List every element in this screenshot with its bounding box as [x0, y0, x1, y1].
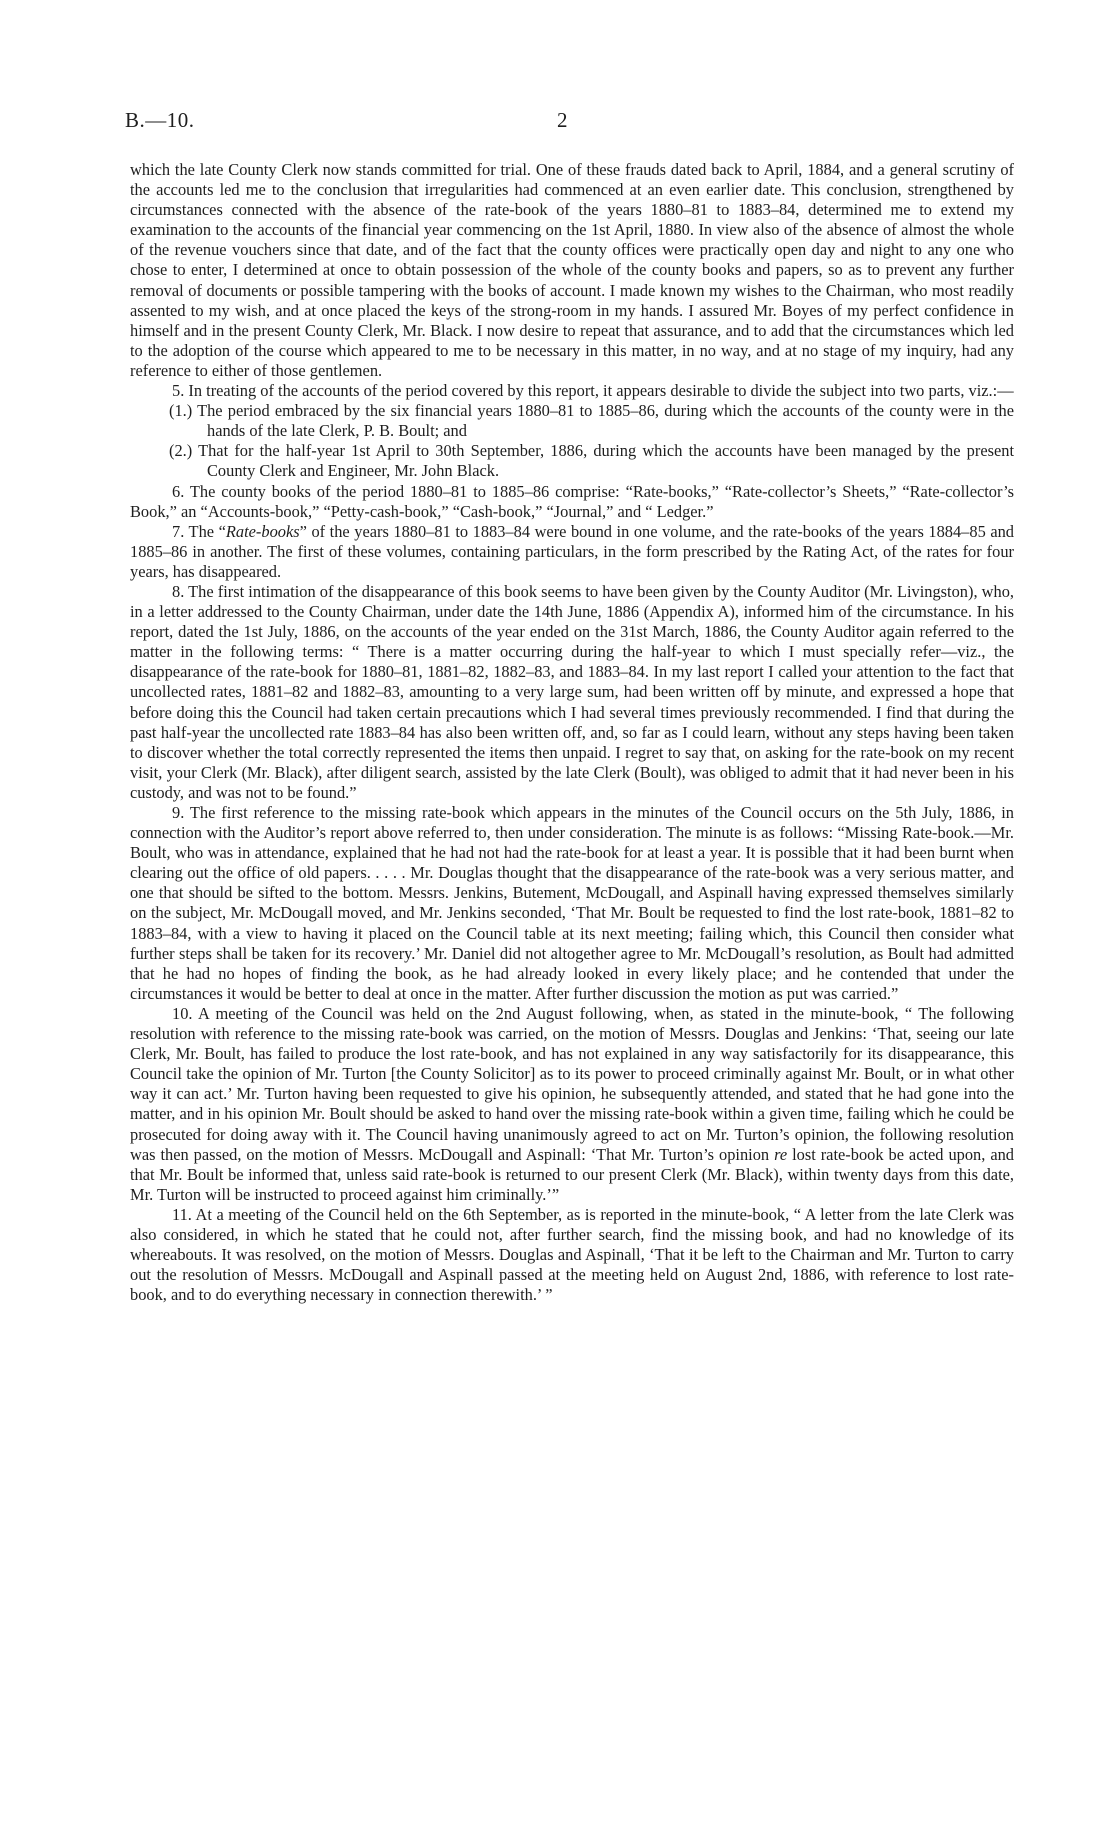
paragraph-10-italic: re	[774, 1144, 788, 1164]
document-reference: B.—10.	[125, 108, 195, 132]
paragraph-7-italic: Rate-books	[225, 521, 300, 541]
paragraph-5-item-1: (1.) The period embraced by the six financial years 1880–81 to 1885–86, during which the accounts of the county were in the hands of the late Clerk, P. B. Boult; and	[169, 401, 1014, 441]
paragraph-5-item-2: (2.) That for the half-year 1st April to 30th September, 1886, during which the accounts have been managed by the present County Clerk and Engineer, Mr. John Black.	[169, 441, 1014, 481]
paragraph-7	[130, 522, 1014, 582]
paragraph-7-rest: ” of the years 1880–81 to 1883–84 were bound in one volume, and the rate-books of the years 1884–85 and 1885–86 in another. The first of these volumes, containing particulars, in the form prescribed by the Rating Act, of the rates for four years, has disappeared.	[130, 521, 1014, 581]
paragraph-10	[130, 1004, 1014, 1205]
paragraph-8: 8. The first intimation of the disappearance of this book seems to have been given by the County Auditor (Mr. Livingston), who, in a letter addressed to the County Chairman, under date the 14th June, 1886 (Appendix A), informed him of the circumstance. In his report, dated the 1st July, 1886, on the accounts of the year ended on the 31st March, 1886, the County Auditor again referred to the matter in the following terms: “ There is a matter occurring during the half-year to which I must specially refer—viz., the disappearance of the rate-book for 1880–81, 1881–82, 1882–83, and 1883–84. In my last report I called your attention to the fact that uncollected rates, 1881–82 and 1882–83, amounting to a very large sum, had been written off by minute, and expressed a hope that before doing this the Council had taken certain precautions which I had several times previously recommended. I find that during the past half-year the uncollected rate 1883–84 has also been written off, and, so far as I could learn, without any steps having been taken to discover whether the total correctly represented the items then unpaid. I regret to say that, on asking for the rate-book on my recent visit, your Clerk (Mr. Black), after diligent search, assisted by the late Clerk (Boult), was obliged to admit that it had never been in his custody, and was not to be found.”	[130, 581, 1014, 802]
paragraph-6: 6. The county books of the period 1880–81 to 1885–86 comprise: “Rate-books,” “Rate-collector’s Sheets,” “Rate-collector’s Book,” an “Accounts-book,” “Petty-cash-book,” “Cash-book,” “Journal,” and “ Ledger.”	[130, 481, 1014, 521]
body-text	[130, 160, 1014, 1305]
page-header	[125, 108, 1005, 134]
paragraph-7-lead: 7. The “	[172, 521, 226, 541]
paragraph-continuation: which the late County Clerk now stands committed for trial. One of these frauds dated back to April, 1884, and a general scrutiny of the accounts led me to the conclusion that irregularities had commenced at an even earlier date. This conclusion, strengthened by circumstances connected with the absence of the rate-book of the years 1880–81 to 1883–84, determined me to extend my examination to the accounts of the financial year commencing on the 1st April, 1880. In view also of the absence of almost the whole of the revenue vouchers since that date, and of the fact that the county offices were practically open day and night to any one who chose to enter, I determined at once to obtain possession of the whole of the county books and papers, so as to prevent any further removal of documents or possible tampering with the books of account. I made known my wishes to the Chairman, who most readily assented to my wish, and at once placed the keys of the strong-room in my hands. I assured Mr. Boyes of my perfect confidence in himself and in the present County Clerk, Mr. Black. I now desire to repeat that assurance, and to add that the circumstances which led to the adoption of the course which appeared to me to be necessary in this matter, in no way, and at no stage of my inquiry, had any reference to either of those gentlemen.	[130, 160, 1014, 380]
paragraph-10-part-b: lost rate-book be acted upon, and that Mr. Boult be informed that, unless said rate-book is returned to our present Clerk (Mr. Black), within twenty days from this date, Mr. Turton will be instructed to proceed against him criminally.’”	[130, 1144, 1014, 1204]
paragraph-5: 5. In treating of the accounts of the period covered by this report, it appears desirable to divide the subject into two parts, viz.:—	[172, 381, 1014, 401]
paragraph-10-part-a: 10. A meeting of the Council was held on the 2nd August following, when, as stated in the minute-book, “ The following resolution with reference to the missing rate-book was carried, on the motion of Messrs. Douglas and Jenkins: ‘That, seeing our late Clerk, Mr. Boult, has failed to produce the lost rate-book, and has not explained in any way satisfactorily for its disappearance, this Council take the opinion of Mr. Turton [the County Solicitor] as to its power to proceed criminally against Mr. Boult, or in what other way it can act.’ Mr. Turton having been requested to give his opinion, he subsequently attended, and stated that he had gone into the matter, and in his opinion Mr. Boult should be asked to hand over the missing rate-book within a given time, failing which he could be prosecuted for doing away with it. The Council having unanimously agreed to act on Mr. Turton’s opinion, the following resolution was then passed, on the motion of Messrs. McDougall and Aspinall: ‘That Mr. Turton’s opinion	[130, 1003, 1014, 1164]
page-number: 2	[557, 108, 568, 132]
paragraph-9: 9. The first reference to the missing rate-book which appears in the minutes of the Council occurs on the 5th July, 1886, in connection with the Auditor’s report above referred to, then under consideration. The minute is as follows: “Missing Rate-book.—Mr. Boult, who was in attendance, explained that he had not had the rate-book for at least a year. It is possible that it had been burnt when clearing out the office of old papers. . . . . Mr. Douglas thought that the disappearance of the rate-book was a very serious matter, and one that should be sifted to the bottom. Messrs. Jenkins, Butement, McDougall, and Aspinall having expressed themselves similarly on the subject, Mr. McDougall moved, and Mr. Jenkins seconded, ‘That Mr. Boult be requested to find the lost rate-book, 1881–82 to 1883–84, with a view to having it placed on the Council table at its next meeting; failing which, this Council then consider what further steps shall be taken for its recovery.’ Mr. Daniel did not altogether agree to Mr. McDougall’s resolution, as Boult had admitted that he had no hopes of finding the book, as he had already looked in every likely place; and he contended that under the circumstances it would be better to deal at once in the matter. After further discussion the motion as put was carried.”	[130, 803, 1014, 1003]
paragraph-11: 11. At a meeting of the Council held on the 6th September, as is reported in the minute-book, “ A letter from the late Clerk was also considered, in which he stated that he could not, after further search, find the missing book, and had no knowledge of its whereabouts. It was resolved, on the motion of Messrs. Douglas and Aspinall, ‘That it be left to the Chairman and Mr. Turton to carry out the resolution of Messrs. McDougall and Aspinall passed at the meeting held on August 2nd, 1886, with reference to lost rate-book, and to do everything necessary in connection therewith.’ ”	[130, 1204, 1014, 1305]
